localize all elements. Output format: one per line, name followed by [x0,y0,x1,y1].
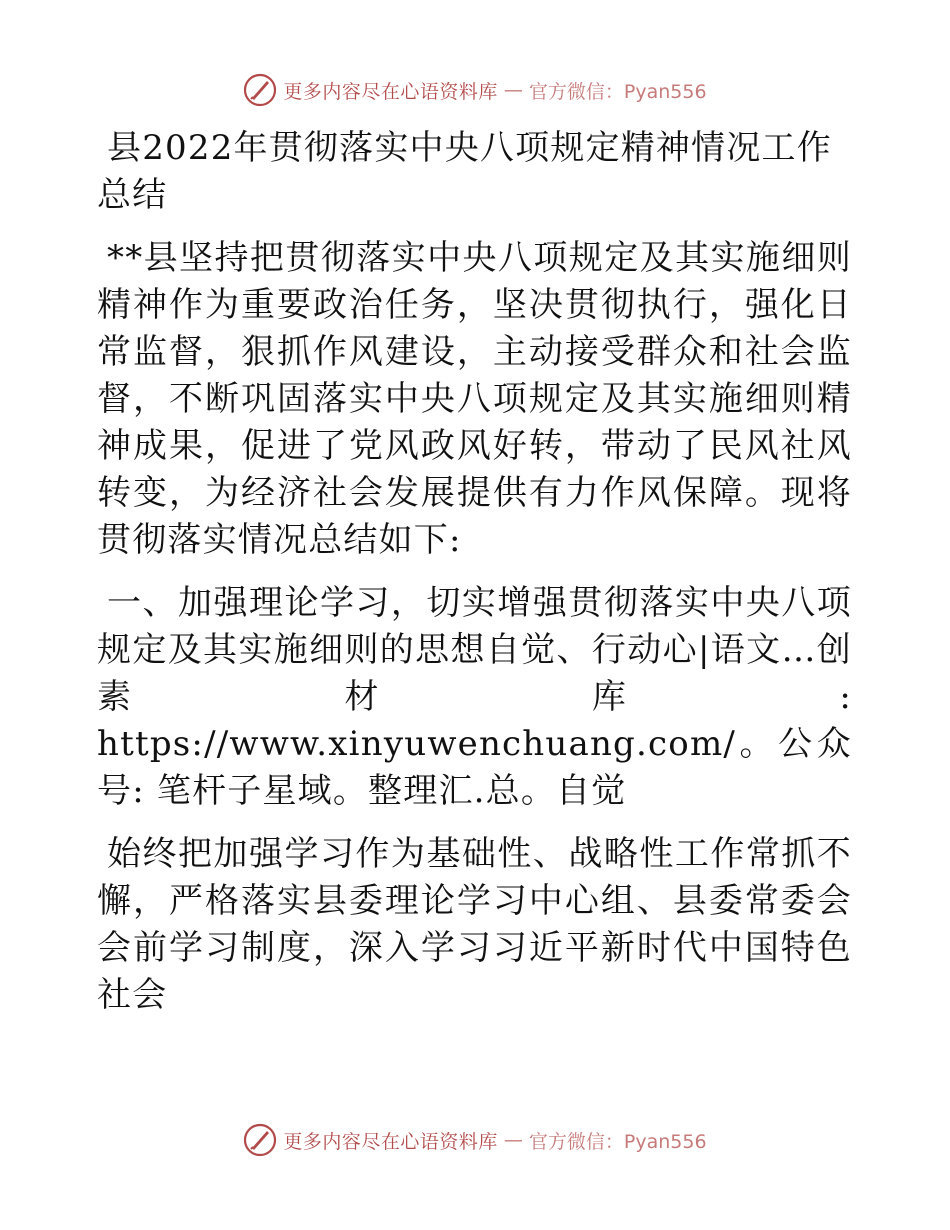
banner-separator: — [503,1129,523,1151]
paragraph-intro: **县坚持把贯彻落实中央八项规定及其实施细则精神作为重要政治任务，坚决贯彻执行，强化日常监督，狠抓作风建设，主动接受群众和社会监督，不断巩固落实中央八项规定及其实施细则精神成果，促进了党风政风好转，带动了民风社风转变，为经济社会发展提供有力作风保障。现将贯彻落实情况总结如下: [97,238,852,560]
header-watermark-banner [0,70,950,110]
banner-text: 更多内容尽在心语资料库 [283,80,498,103]
quill-logo-icon [243,73,277,107]
paragraph-section-one: 一、加强理论学习，切实增强贯彻落实中央八项规定及其实施细则的思想自觉、行动心|语文…创素材库: https://www.xinyuwenchuang.com/。公众号: 笔杆子星域。整理汇.总。自觉 [97,583,852,811]
banner-wechat: 官方微信：Pyan556 [528,80,707,103]
quill-logo-icon [243,1123,277,1157]
document-title: 县2022年贯彻落实中央八项规定精神情况工作总结 [97,128,832,215]
document-body [97,125,852,1019]
banner-text: 更多内容尽在心语资料库 [283,1130,498,1153]
banner-separator: — [503,79,523,101]
footer-watermark-banner [0,1120,950,1160]
banner-wechat: 官方微信：Pyan556 [528,1130,707,1153]
paragraph-study: 始终把加强学习作为基础性、战略性工作常抓不懈，严格落实县委理论学习中心组、县委常委会会前学习制度，深入学习习近平新时代中国特色社会 [97,834,852,1015]
